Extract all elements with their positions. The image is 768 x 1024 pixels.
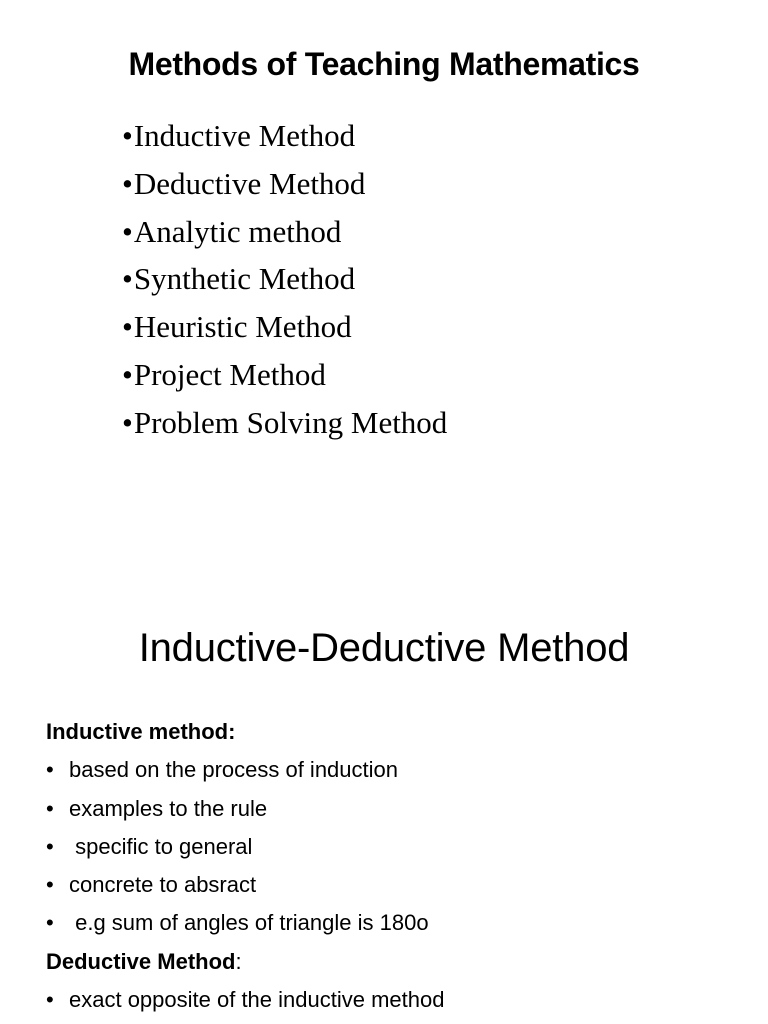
bullet-icon: • <box>46 910 54 936</box>
list-item: • based on the process of induction <box>46 754 444 792</box>
bullet-icon: • <box>122 404 133 440</box>
list-item: • e.g sum of angles of triangle is 180o <box>46 907 444 945</box>
list-item: • exact opposite of the inductive method <box>46 984 444 1022</box>
bullet-icon: • <box>122 261 133 297</box>
bullet-icon: • <box>122 118 133 153</box>
slide-inductive-deductive <box>0 560 768 1024</box>
slide-title: Methods of Teaching Mathematics <box>128 46 640 82</box>
list-item: • specific to general <box>46 831 444 869</box>
bullet-icon: • <box>46 872 54 898</box>
bullet-icon: • <box>46 833 54 859</box>
bullet-icon: • <box>46 987 54 1013</box>
list-item: • concrete to absract <box>46 869 444 907</box>
slide-title: Inductive-Deductive Method <box>138 626 630 670</box>
bullet-icon: • <box>122 356 133 392</box>
methods-list <box>122 114 447 449</box>
bullet-icon: • <box>122 309 133 345</box>
slide-content <box>46 716 444 1022</box>
bullet-icon: • <box>46 757 54 783</box>
inductive-heading: Inductive method: <box>46 719 236 744</box>
list-item: •Problem Solving Method <box>122 404 448 440</box>
list-item: • examples to the rule <box>46 793 444 831</box>
list-item: •Synthetic Method <box>122 261 356 297</box>
deductive-heading: Deductive Method <box>46 948 236 974</box>
bullet-icon: • <box>46 795 54 821</box>
list-item: •Analytic method <box>122 213 342 249</box>
list-item: •Heuristic Method <box>122 309 352 345</box>
bullet-icon: • <box>122 213 133 249</box>
deductive-heading-row <box>46 946 444 984</box>
list-item: •Project Method <box>122 356 326 392</box>
list-item: •Deductive Method <box>122 165 366 201</box>
heading-colon: : <box>235 948 242 974</box>
list-item: •Inductive Method <box>122 118 356 153</box>
bullet-icon: • <box>122 165 133 201</box>
